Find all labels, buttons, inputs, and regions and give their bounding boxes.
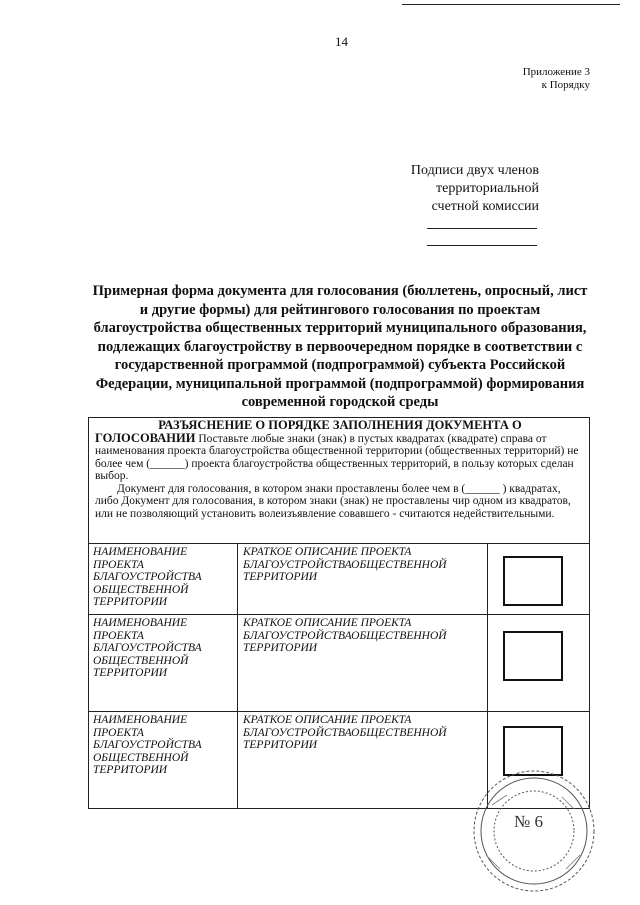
explanation-heading: РАЗЪЯСНЕНИЕ О ПОРЯДКЕ ЗАПОЛНЕНИЯ ДОКУМЕНТА О	[158, 418, 522, 432]
signatures-line-2: территориальной	[436, 181, 539, 196]
vote-checkbox[interactable]	[503, 631, 563, 681]
top-rule	[402, 4, 620, 5]
appendix-line-2: к Порядку	[541, 79, 590, 91]
signature-line-2	[427, 245, 537, 246]
project-name: НАИМЕНОВАНИЕ ПРОЕКТА БЛАГОУСТРОЙСТВА ОБЩЕСТВЕННОЙ ТЕРРИТОРИИ	[93, 546, 202, 608]
document-title: Примерная форма документа для голосования (бюллетень, опросный, лист и другие формы) для рейтингового голосования по проектам благоустройства общественных территорий муниципального образования, подлежащих благоустройству в первоочередном порядке в соответствии с государственной программой (подпрограммой) субъекта Российской Федерации, муниципальной программой (подпрограммой) формирования современной городской среды	[92, 283, 588, 410]
ballot-form	[88, 417, 590, 809]
signatures-line-1: Подписи двух членов	[410, 163, 539, 178]
stamp-number: № 6	[514, 812, 543, 831]
table-divider	[89, 711, 589, 712]
table-divider	[89, 614, 589, 615]
vote-checkbox[interactable]	[503, 556, 563, 606]
table-column-divider	[237, 543, 238, 808]
signatures-line-3: счетной комиссии	[431, 199, 539, 214]
table-divider	[89, 543, 589, 544]
project-description: КРАТКОЕ ОПИСАНИЕ ПРОЕКТА БЛАГОУСТРОЙСТВАОБЩЕСТВЕННОЙ ТЕРРИТОРИИ	[243, 546, 447, 583]
explanation-paragraph-2: Документ для голосования, в котором знаки проставлены более чем в (______ ) квадратах, либо Документ для голосования, в котором знаки (знак) не проставлены чир одном из квадратов, или не позволяющий установить волеизъявление совавшего - считаются недействительными.	[95, 482, 571, 520]
official-stamp-seal	[462, 765, 602, 895]
page-number: 14	[335, 34, 348, 49]
explanation-block	[95, 419, 585, 520]
explanation-heading-2: ГОЛОСОВАНИИ	[95, 430, 196, 445]
project-description: КРАТКОЕ ОПИСАНИЕ ПРОЕКТА БЛАГОУСТРОЙСТВАОБЩЕСТВЕННОЙ ТЕРРИТОРИИ	[243, 714, 447, 751]
explanation-paragraph-1: Поставьте любые знаки (знак) в пустых квадратах (квадрате) справа от наименования проекта благоустройства общественной территории (общественных территорий) не более чем (______) проекта благоустройства общественных территорий, в пользу которых сделан выбор.	[95, 432, 579, 482]
project-name: НАИМЕНОВАНИЕ ПРОЕКТА БЛАГОУСТРОЙСТВА ОБЩЕСТВЕННОЙ ТЕРРИТОРИИ	[93, 714, 202, 776]
appendix-note	[523, 66, 590, 92]
project-description: КРАТКОЕ ОПИСАНИЕ ПРОЕКТА БЛАГОУСТРОЙСТВАОБЩЕСТВЕННОЙ ТЕРРИТОРИИ	[243, 617, 447, 654]
appendix-line-1: Приложение 3	[522, 66, 590, 78]
signature-line-1	[427, 228, 537, 229]
project-name: НАИМЕНОВАНИЕ ПРОЕКТА БЛАГОУСТРОЙСТВА ОБЩЕСТВЕННОЙ ТЕРРИТОРИИ	[93, 617, 202, 679]
signatures-block	[411, 162, 539, 216]
